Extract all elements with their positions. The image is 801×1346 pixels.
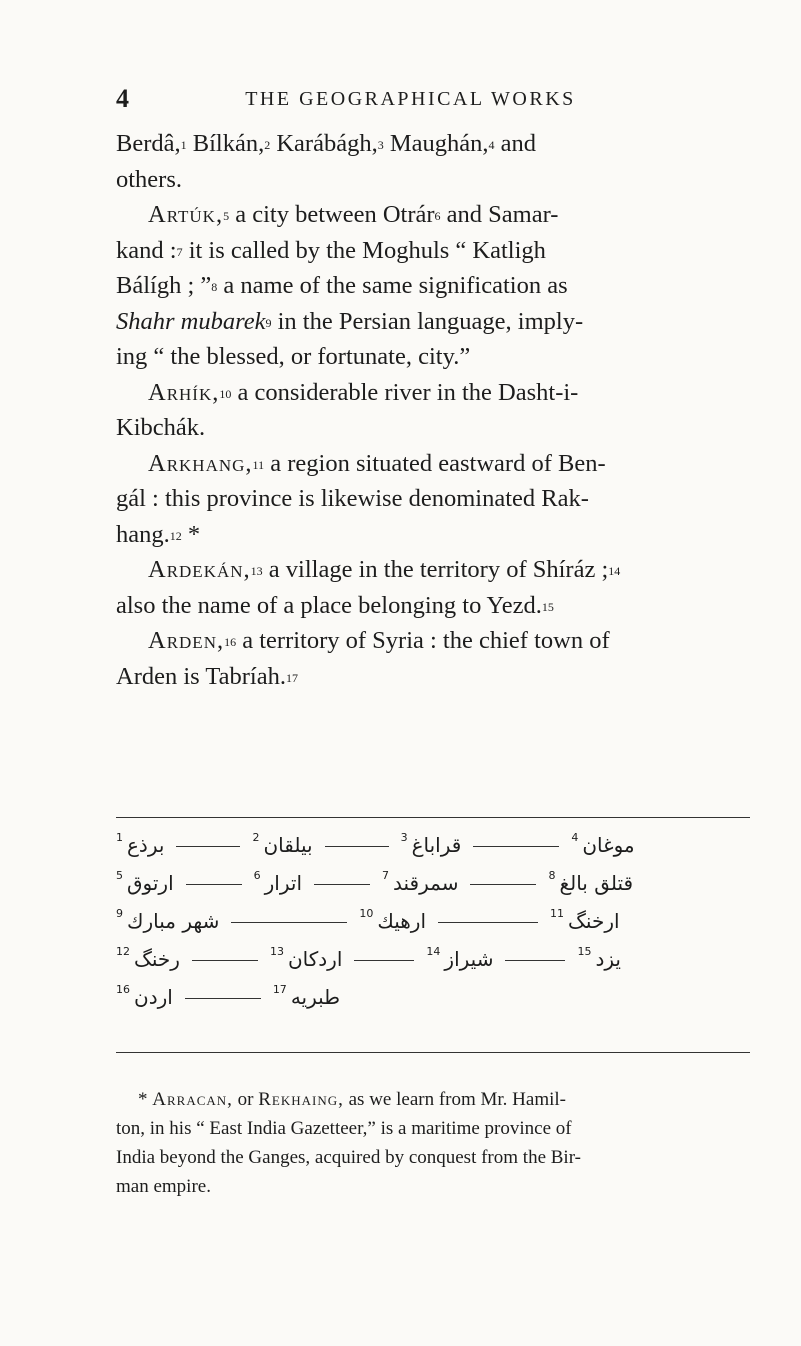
main-text [116,126,746,694]
text-line: Berdâ,$^1$ Bílkán,$^2$ Karábágh,$^3$ Maughán,$^4$ and [116,130,536,157]
note-item: 7 سمرقند [382,868,459,895]
note-separator [470,884,536,885]
text-line: ing “ the blessed, or fortunate, city.” [116,343,471,370]
note-item: 4 موغان [571,830,635,857]
note-separator [473,846,559,847]
entry-arhik: Arhík,$^{10}$ a considerable river in the Dasht-i- [148,378,579,406]
note-item: 1 برذع [116,830,165,857]
note-separator [438,922,538,923]
arabic-notes [116,826,756,1016]
notes-bottom-rule [116,1052,750,1053]
entry-ardekan: Ardekán,$^{13}$ a village in the territory of Shíráz ;$^{14}$ [148,556,621,583]
note-item: 14 شيراز [426,944,494,971]
notes-row [116,826,756,864]
text-line: Shahr mubarek$^9$ in the Persian language, imply- [116,307,584,335]
entry-headword: Arhík, [148,378,220,406]
note-item: 12 رخنگ [116,944,180,971]
note-item: 8 قتلق بالغ [548,868,634,895]
notes-row [116,978,756,1016]
footnote-line: * Arracan, or Rekhaing, as we learn from Mr. Hamil- [138,1089,567,1110]
note-separator [325,846,389,847]
entry-headword: Artúk, [148,201,224,228]
note-separator [185,998,261,999]
footnote-line: man empire. [116,1176,211,1197]
text-line: Bálígh ; ”$^8$ a name of the same signification as [116,272,568,299]
text-line: kand :$^7$ it is called by the Moghuls “ Katligh [116,236,546,264]
notes-top-rule [116,817,750,818]
text-line: Arden is Tabríah.$^{17}$ [116,662,298,690]
entry-arden: Arden,$^{16}$ a territory of Syria : the chief town of [148,627,610,654]
note-separator [505,960,565,961]
note-item: 9 شهر مبارك [116,906,220,933]
text-line: others. [116,165,182,193]
note-item: 6 اترار [253,868,303,895]
note-item: 15 يزد [577,944,621,971]
text-line: also the name of a place belonging to Yezd.$^{15}$ [116,591,554,619]
notes-row [116,864,756,902]
note-item: 2 بيلقان [252,830,313,857]
note-item: 10 ارهيك [359,906,427,933]
note-separator [354,960,414,961]
entry-headword: Arkhang, [148,449,253,477]
running-title: THE GEOGRAPHICAL WORKS [245,88,576,110]
notes-row [116,902,756,940]
footnote-line: ton, in his “ East India Gazetteer,” is a maritime province of [116,1118,572,1139]
note-separator [192,960,258,961]
entry-arkhang: Arkhang,$^{11}$ a region situated eastward of Ben- [148,449,606,477]
note-separator [231,922,347,923]
entry-headword: Ardekán, [148,556,251,583]
page-number: 4 [116,84,129,113]
notes-row [116,940,756,978]
note-item: 3 قراباغ [400,830,462,857]
text-line: gál : this province is likewise denominated Rak- [116,485,589,512]
footnote-line: India beyond the Ganges, acquired by conquest from the Bir- [116,1147,581,1168]
note-separator [186,884,242,885]
note-separator [314,884,370,885]
text-line: hang.$^{12}$ * [116,520,201,548]
note-item: 13 اردكان [269,944,343,971]
entry-artuk: Artúk,$^5$ a city between Otrár$^6$ and Samar- [148,201,559,228]
footnote [116,1085,750,1201]
entry-headword: Arden, [148,627,225,654]
note-item: 16 اردن [116,982,173,1009]
text-line: Kibchák. [116,414,206,441]
note-item: 11 ارخنگ [550,906,620,933]
note-item: 5 ارتوق [116,868,174,895]
note-separator [176,846,240,847]
note-item: 17 طبريه [272,982,341,1009]
